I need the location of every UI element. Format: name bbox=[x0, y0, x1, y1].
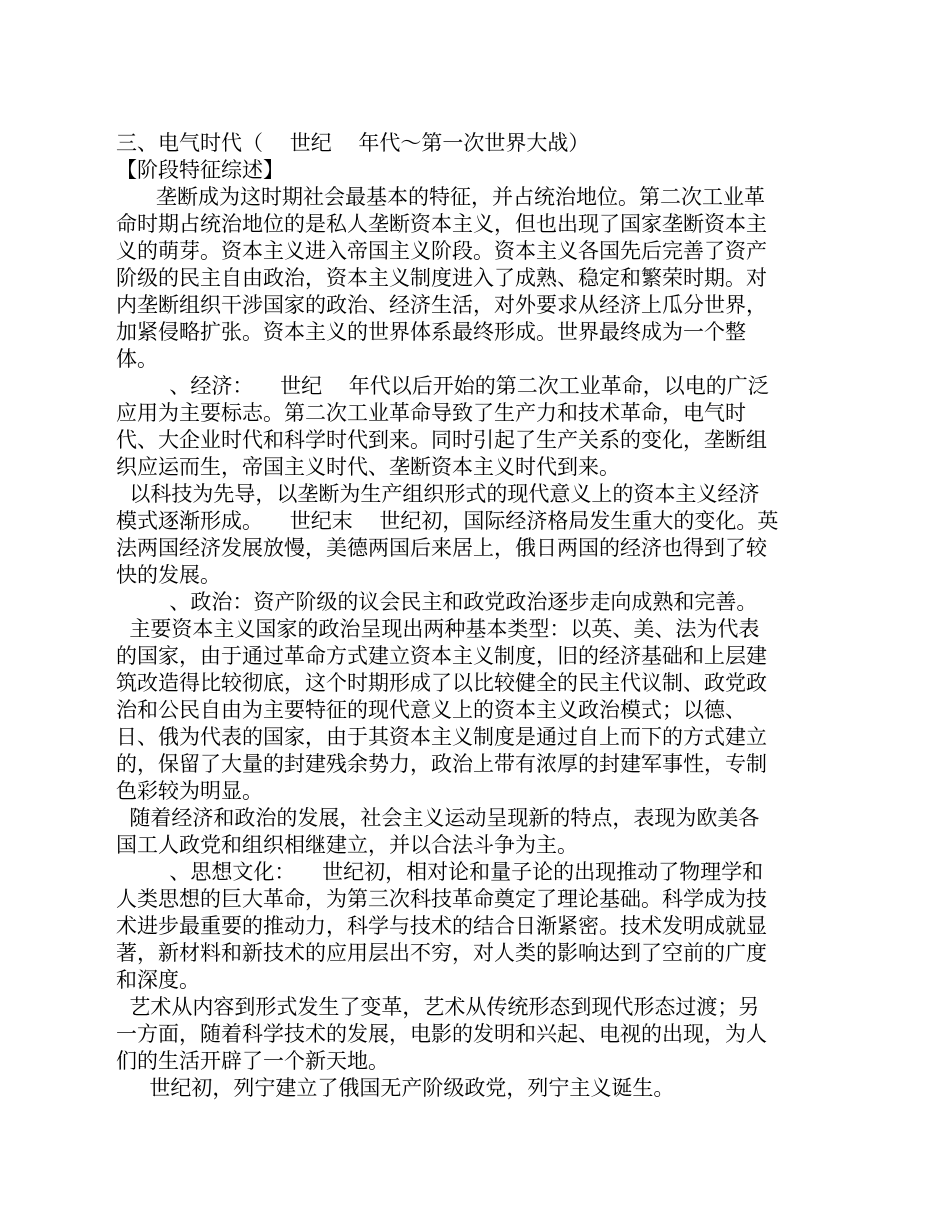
text-line: 义的萌芽。资本主义进入帝国主义阶段。资本主义各国先后完善了资产 bbox=[116, 239, 767, 263]
document-body bbox=[116, 130, 856, 1102]
text-line: 快的发展。 bbox=[116, 563, 221, 587]
text-line: 命时期占统治地位的是私人垄断资本主义，但也出现了国家垄断资本主 bbox=[116, 212, 767, 236]
text-line: 随着经济和政治的发展，社会主义运动呈现新的特点，表现为欧美各 bbox=[116, 806, 760, 830]
text-line: 国工人政党和组织相继建立，并以合法斗争为主。 bbox=[116, 833, 578, 857]
text-line: 术进步最重要的推动力，科学与技术的结合日渐紧密。技术发明成就显 bbox=[116, 914, 767, 938]
text-line: 以科技为先导，以垄断为生产组织形式的现代意义上的资本主义经济 bbox=[116, 482, 760, 506]
text-line: 阶级的民主自由政治，资本主义制度进入了成熟、稳定和繁荣时期。对 bbox=[116, 266, 767, 290]
text-line: 、思想文化： 世纪初，相对论和量子论的出现推动了物理学和 bbox=[116, 860, 764, 884]
text-line: 们的生活开辟了一个新天地。 bbox=[116, 1049, 389, 1073]
text-line: 加紧侵略扩张。资本主义的世界体系最终形成。世界最终成为一个整 bbox=[116, 320, 746, 344]
section-heading: 三、电气时代（ 世纪 年代～第一次世界大战） bbox=[116, 131, 590, 155]
text-line: 和深度。 bbox=[116, 968, 200, 992]
text-line: 、经济： 世纪 年代以后开始的第二次工业革命，以电的广泛 bbox=[116, 374, 769, 398]
subheading: 【阶段特征综述】 bbox=[116, 158, 284, 182]
text-line: 应用为主要标志。第二次工业革命导致了生产力和技术革命，电气时 bbox=[116, 401, 746, 425]
text-line: 体。 bbox=[116, 347, 158, 371]
text-line: 一方面，随着科学技术的发展，电影的发明和兴起、电视的出现，为人 bbox=[116, 1022, 767, 1046]
text-line: 人类思想的巨大革命，为第三次科技革命奠定了理论基础。科学成为技 bbox=[116, 887, 767, 911]
text-line: 筑改造得比较彻底，这个时期形成了以比较健全的民主代议制、政党政 bbox=[116, 671, 767, 695]
text-line: 主要资本主义国家的政治呈现出两种基本类型：以英、美、法为代表 bbox=[116, 617, 760, 641]
text-line: 色彩较为明显。 bbox=[116, 779, 263, 803]
text-line: 垄断成为这时期社会最基本的特征，并占统治地位。第二次工业革 bbox=[116, 185, 766, 209]
text-line: 艺术从内容到形式发生了变革，艺术从传统形态到现代形态过渡；另 bbox=[116, 995, 760, 1019]
text-line: 治和公民自由为主要特征的现代意义上的资本主义政治模式；以德、 bbox=[116, 698, 746, 722]
text-line: 内垄断组织干涉国家的政治、经济生活，对外要求从经济上瓜分世界， bbox=[116, 293, 767, 317]
text-line: 著，新材料和新技术的应用层出不穷，对人类的影响达到了空前的广度 bbox=[116, 941, 767, 965]
text-line: 织应运而生，帝国主义时代、垄断资本主义时代到来。 bbox=[116, 455, 620, 479]
text-line: 的，保留了大量的封建残余势力，政治上带有浓厚的封建军事性，专制 bbox=[116, 752, 767, 776]
text-line: 模式逐渐形成。 世纪末 世纪初，国际经济格局发生重大的变化。英 bbox=[116, 509, 779, 533]
text-line: 的国家，由于通过革命方式建立资本主义制度，旧的经济基础和上层建 bbox=[116, 644, 767, 668]
text-line: 、政治：资产阶级的议会民主和政党政治逐步走向成熟和完善。 bbox=[116, 590, 758, 614]
text-line: 代、大企业时代和科学时代到来。同时引起了生产关系的变化，垄断组 bbox=[116, 428, 767, 452]
text-line: 世纪初，列宁建立了俄国无产阶级政党，列宁主义诞生。 bbox=[116, 1076, 675, 1100]
text-line: 法两国经济发展放慢，美德两国后来居上，俄日两国的经济也得到了较 bbox=[116, 536, 767, 560]
text-line: 日、俄为代表的国家，由于其资本主义制度是通过自上而下的方式建立 bbox=[116, 725, 767, 749]
